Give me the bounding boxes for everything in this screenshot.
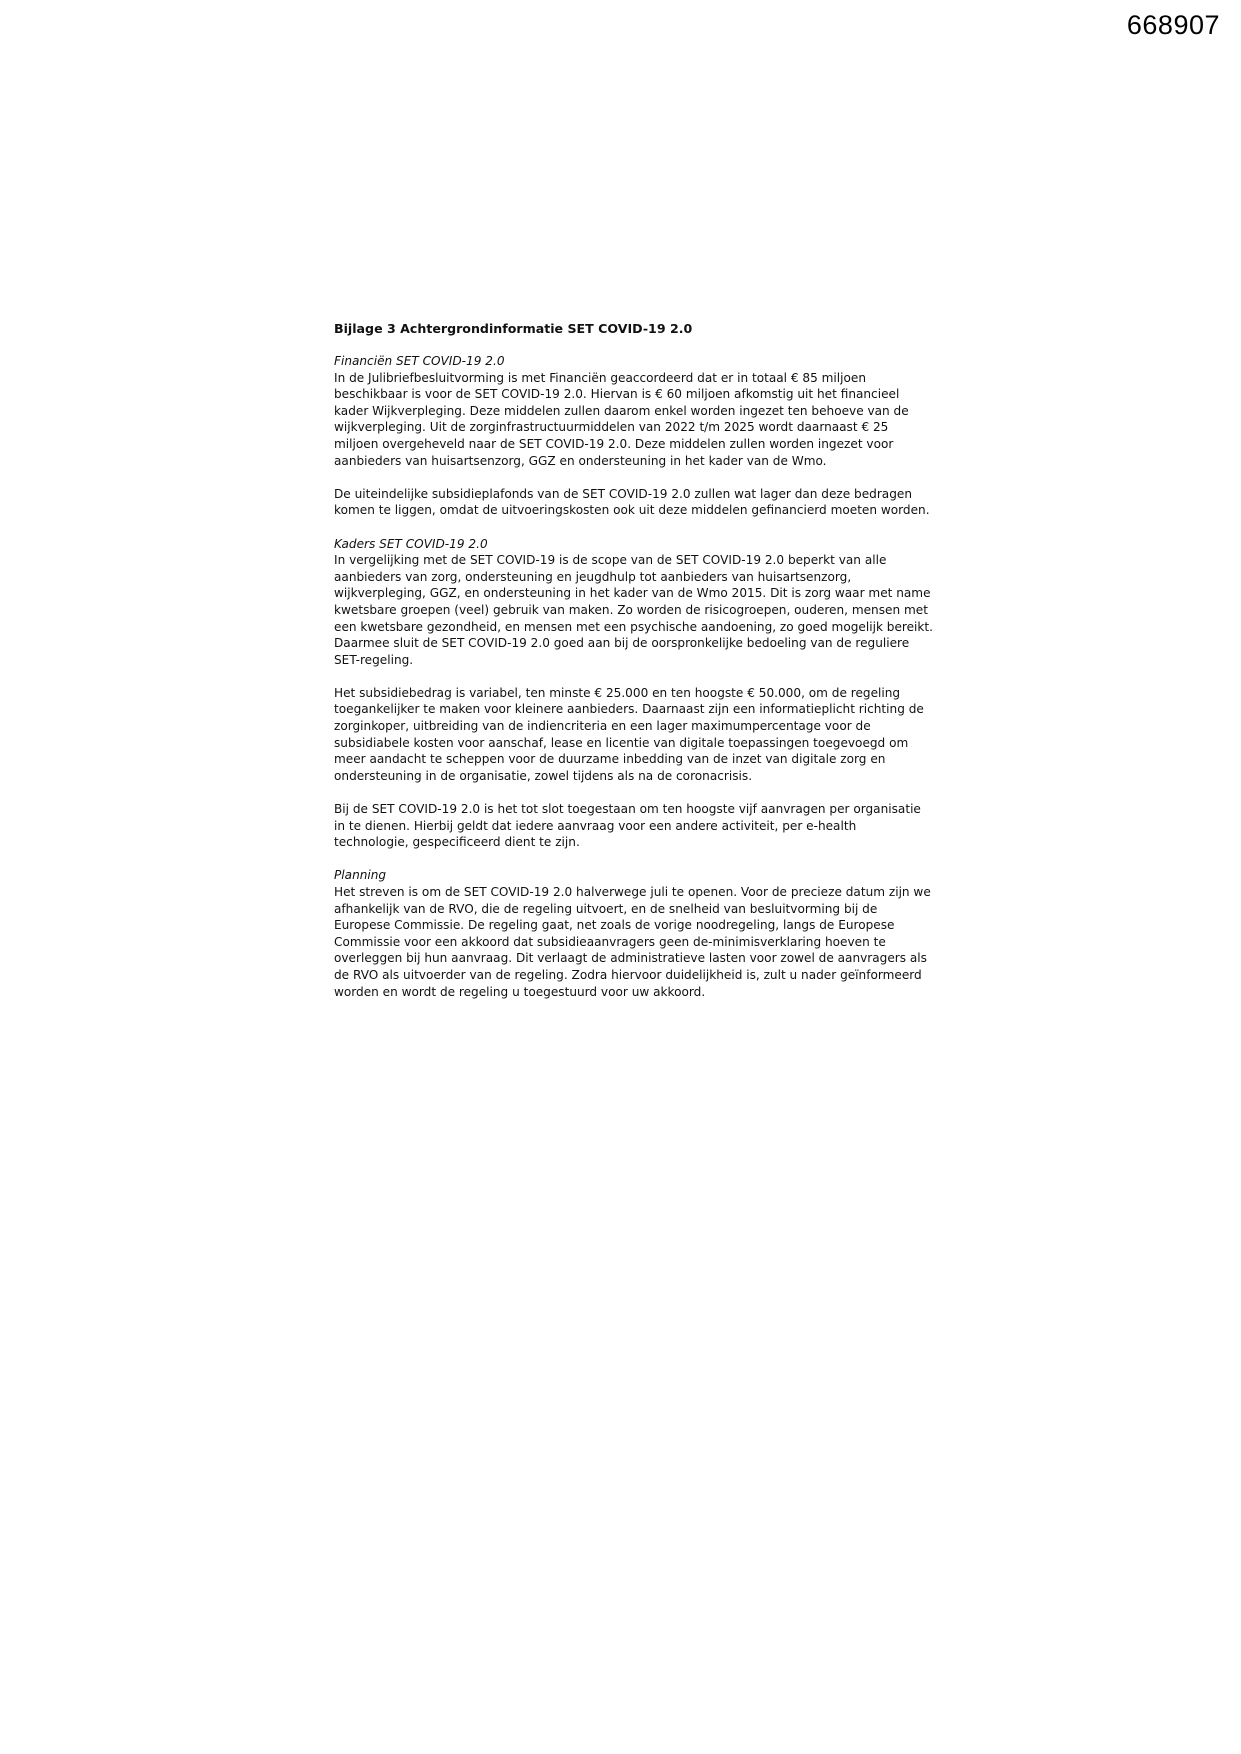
section-heading: Financiën SET COVID-19 2.0	[334, 354, 505, 368]
paragraph: Het streven is om de SET COVID-19 2.0 halverwege juli te openen. Voor de precieze datum zijn we afhankelijk van de RVO, die de regeling uitvoert, en de snelheid van besluitvorming bij de Europese Commissie. De regeling gaat, net zoals de vorige noodregeling, langs de Europese Commissie voor een akkoord dat subsidieaanvragers geen de-minimisverklaring hoeven te overleggen bij hun aanvraag. Dit verlaagt de administratieve lasten voor zowel de aanvragers als de RVO als uitvoerder van de regeling. Zodra hiervoor duidelijkheid is, zult u nader geïnformeerd worden en wordt de regeling u toegestuurd voor uw akkoord.	[334, 885, 931, 999]
document-title: Bijlage 3 Achtergrondinformatie SET COVID-19 2.0	[334, 321, 693, 336]
section-financien	[334, 353, 934, 519]
paragraph: In vergelijking met de SET COVID-19 is de scope van de SET COVID-19 2.0 beperkt van alle aanbieders van zorg, ondersteuning en jeugdhulp tot aanbieders van huisartsenzorg, wijkverpleging, GGZ, en ondersteuning in het kader van de Wmo 2015. Dit is zorg waar met name kwetsbare groepen (veel) gebruik van maken. Zo worden de risicogroepen, ouderen, mensen met een kwetsbare gezondheid, en mensen met een psychische aandoening, zo goed mogelijk bereikt. Daarmee sluit de SET COVID-19 2.0 goed aan bij de oorspronkelijke bedoeling van de reguliere SET-regeling.	[334, 553, 934, 667]
document-body	[334, 320, 934, 1017]
paragraph: In de Julibriefbesluitvorming is met Financiën geaccordeerd dat er in totaal € 85 miljoen beschikbaar is voor de SET COVID-19 2.0. Hiervan is € 60 miljoen afkomstig uit het financieel kader Wijkverpleging. Deze middelen zullen daarom enkel worden ingezet ten behoeve van de wijkverpleging. Uit de zorginfrastructuurmiddelen van 2022 t/m 2025 wordt daarnaast € 25 miljoen overgeheveld naar de SET COVID-19 2.0. Deze middelen zullen worden ingezet voor aanbieders van huisartsenzorg, GGZ en ondersteuning in het kader van de Wmo.	[334, 370, 909, 468]
section-heading: Planning	[334, 868, 387, 883]
paragraph: Bij de SET COVID-19 2.0 is het tot slot toegestaan om ten hoogste vijf aanvragen per organisatie in te dienen. Hierbij geldt dat iedere aanvraag voor een andere activiteit, per e-health technologie, gespecificeerd dient te zijn.	[334, 802, 921, 850]
paragraph: De uiteindelijke subsidieplafonds van de SET COVID-19 2.0 zullen wat lager dan deze bedragen komen te liggen, omdat de uitvoeringskosten ook uit deze middelen gefinancierd moeten worden.	[334, 486, 930, 518]
section-planning	[334, 867, 934, 1000]
document-number: 668907	[1126, 10, 1220, 40]
paragraph: Het subsidiebedrag is variabel, ten minste € 25.000 en ten hoogste € 50.000, om de regeling toegankelijker te maken voor kleinere aanbieders. Daarnaast zijn een informatieplicht richting de zorginkoper, uitbreiding van de indiencriteria en een lager maximumpercentage voor de subsidiabele kosten voor aanschaf, lease en licentie van digitale toepassingen toegevoegd om meer aandacht te scheppen voor de duurzame inbedding van de inzet van digitale zorg en ondersteuning in de organisatie, zowel tijdens als na de coronacrisis.	[334, 685, 924, 783]
section-heading: Kaders SET COVID-19 2.0	[334, 536, 488, 551]
section-kaders	[334, 536, 934, 851]
